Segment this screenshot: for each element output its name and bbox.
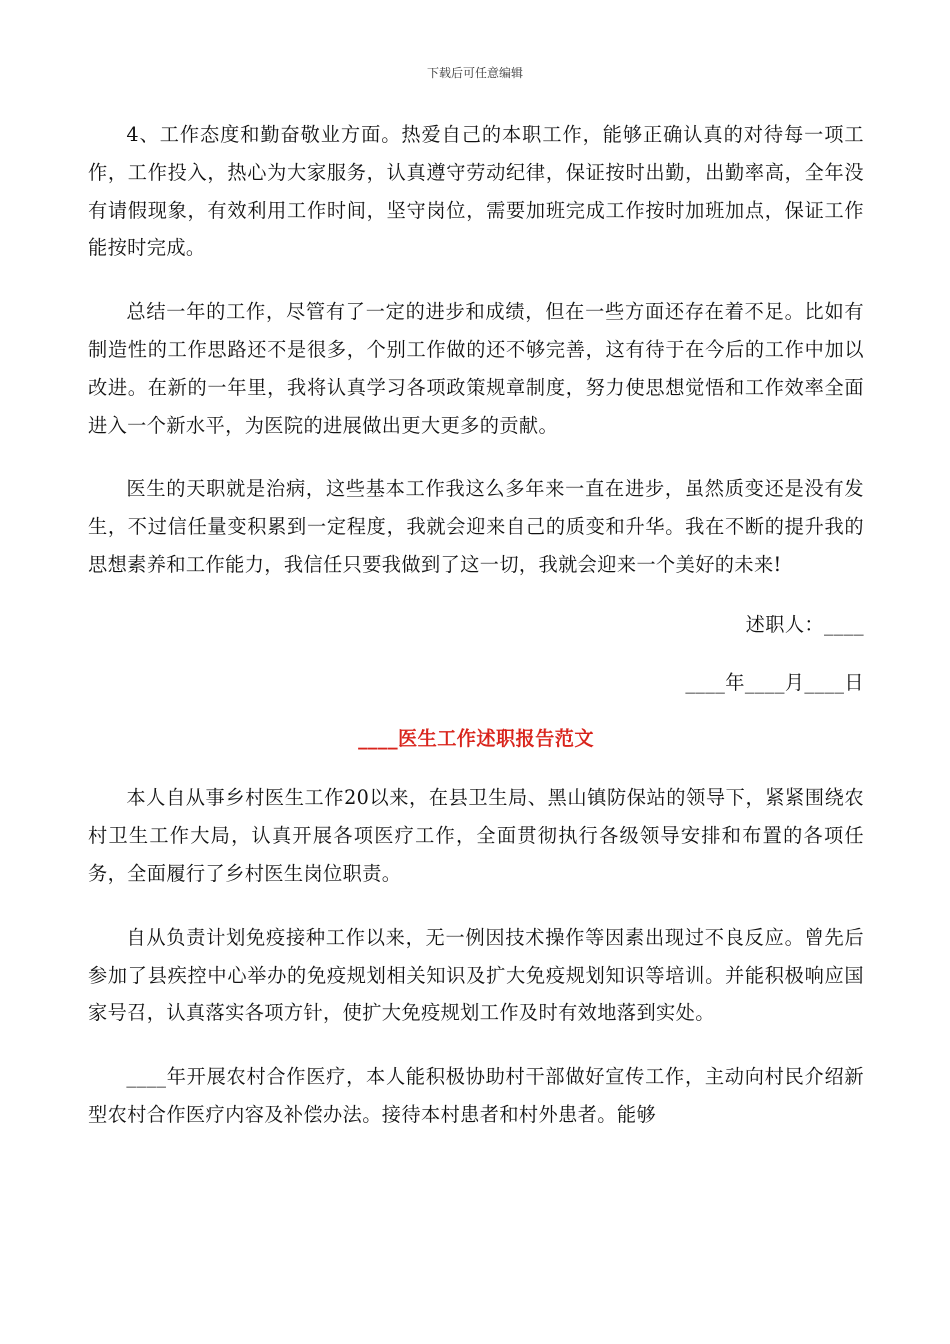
paragraph-year-summary: 总结一年的工作，尽管有了一定的进步和成绩，但在一些方面还存在着不足。比如有制造性的工作思路还不是很多，个别工作做的还不够完善，这有待于在今后的工作中加以改进。在新的一年里，我将认真学习各项政策规章制度，努力使思想觉悟和工作效率全面进入一个新水平，为医院的进展做出更大更多的贡献。 [88, 300, 864, 437]
paragraph-doctor-duty: 医生的天职就是治病，这些基本工作我这么多年来一直在进步，虽然质变还是没有发生，不过信任量变积累到一定程度，我就会迎来自己的质变和升华。我在不断的提升我的思想素养和工作能力，我信任只要我做到了这一切，我就会迎来一个美好的未来! [88, 477, 864, 576]
date-line: ____年____月____日 [685, 670, 864, 694]
signature-label: 述职人：____ [745, 612, 864, 636]
page-header: 下载后可任意编辑 [426, 66, 523, 80]
paragraph-intro: 本人自从事乡村医生工作20以来，在县卫生局、黑山镇防保站的领导下，紧紧围绕农村卫生工作大局，认真开展各项医疗工作，全面贯彻执行各级领导安排和布置的各项任务，全面履行了乡村医生岗位职责。 [88, 786, 864, 885]
document-body [88, 116, 864, 1134]
paragraph-immunization: 自从负责计划免疫接种工作以来，无一例因技术操作等因素出现过不良反应。曾先后参加了县疾控中心举办的免疫规划相关知识及扩大免疫规划知识等培训。并能积极响应国家号召，认真落实各项方针，使扩大免疫规划工作及时有效地落到实处。 [88, 925, 864, 1025]
paragraph-work-attitude: 4、工作态度和勤奋敬业方面。热爱自己的本职工作，能够正确认真的对待每一项工作，工作投入，热心为大家服务，认真遵守劳动纪律，保证按时出勤，出勤率高，全年没有请假现象，有效利用工作时间，坚守岗位，需要加班完成工作按时加班加点，保证工作能按时完成。 [88, 123, 864, 260]
report-title: ____医生工作述职报告范文 [358, 727, 594, 751]
paragraph-cooperative-medical: ____年开展农村合作医疗，本人能积极协助村干部做好宣传工作，主动向村民介绍新型农村合作医疗内容及补偿办法。接待本村患者和村外患者。能够 [88, 1065, 864, 1126]
